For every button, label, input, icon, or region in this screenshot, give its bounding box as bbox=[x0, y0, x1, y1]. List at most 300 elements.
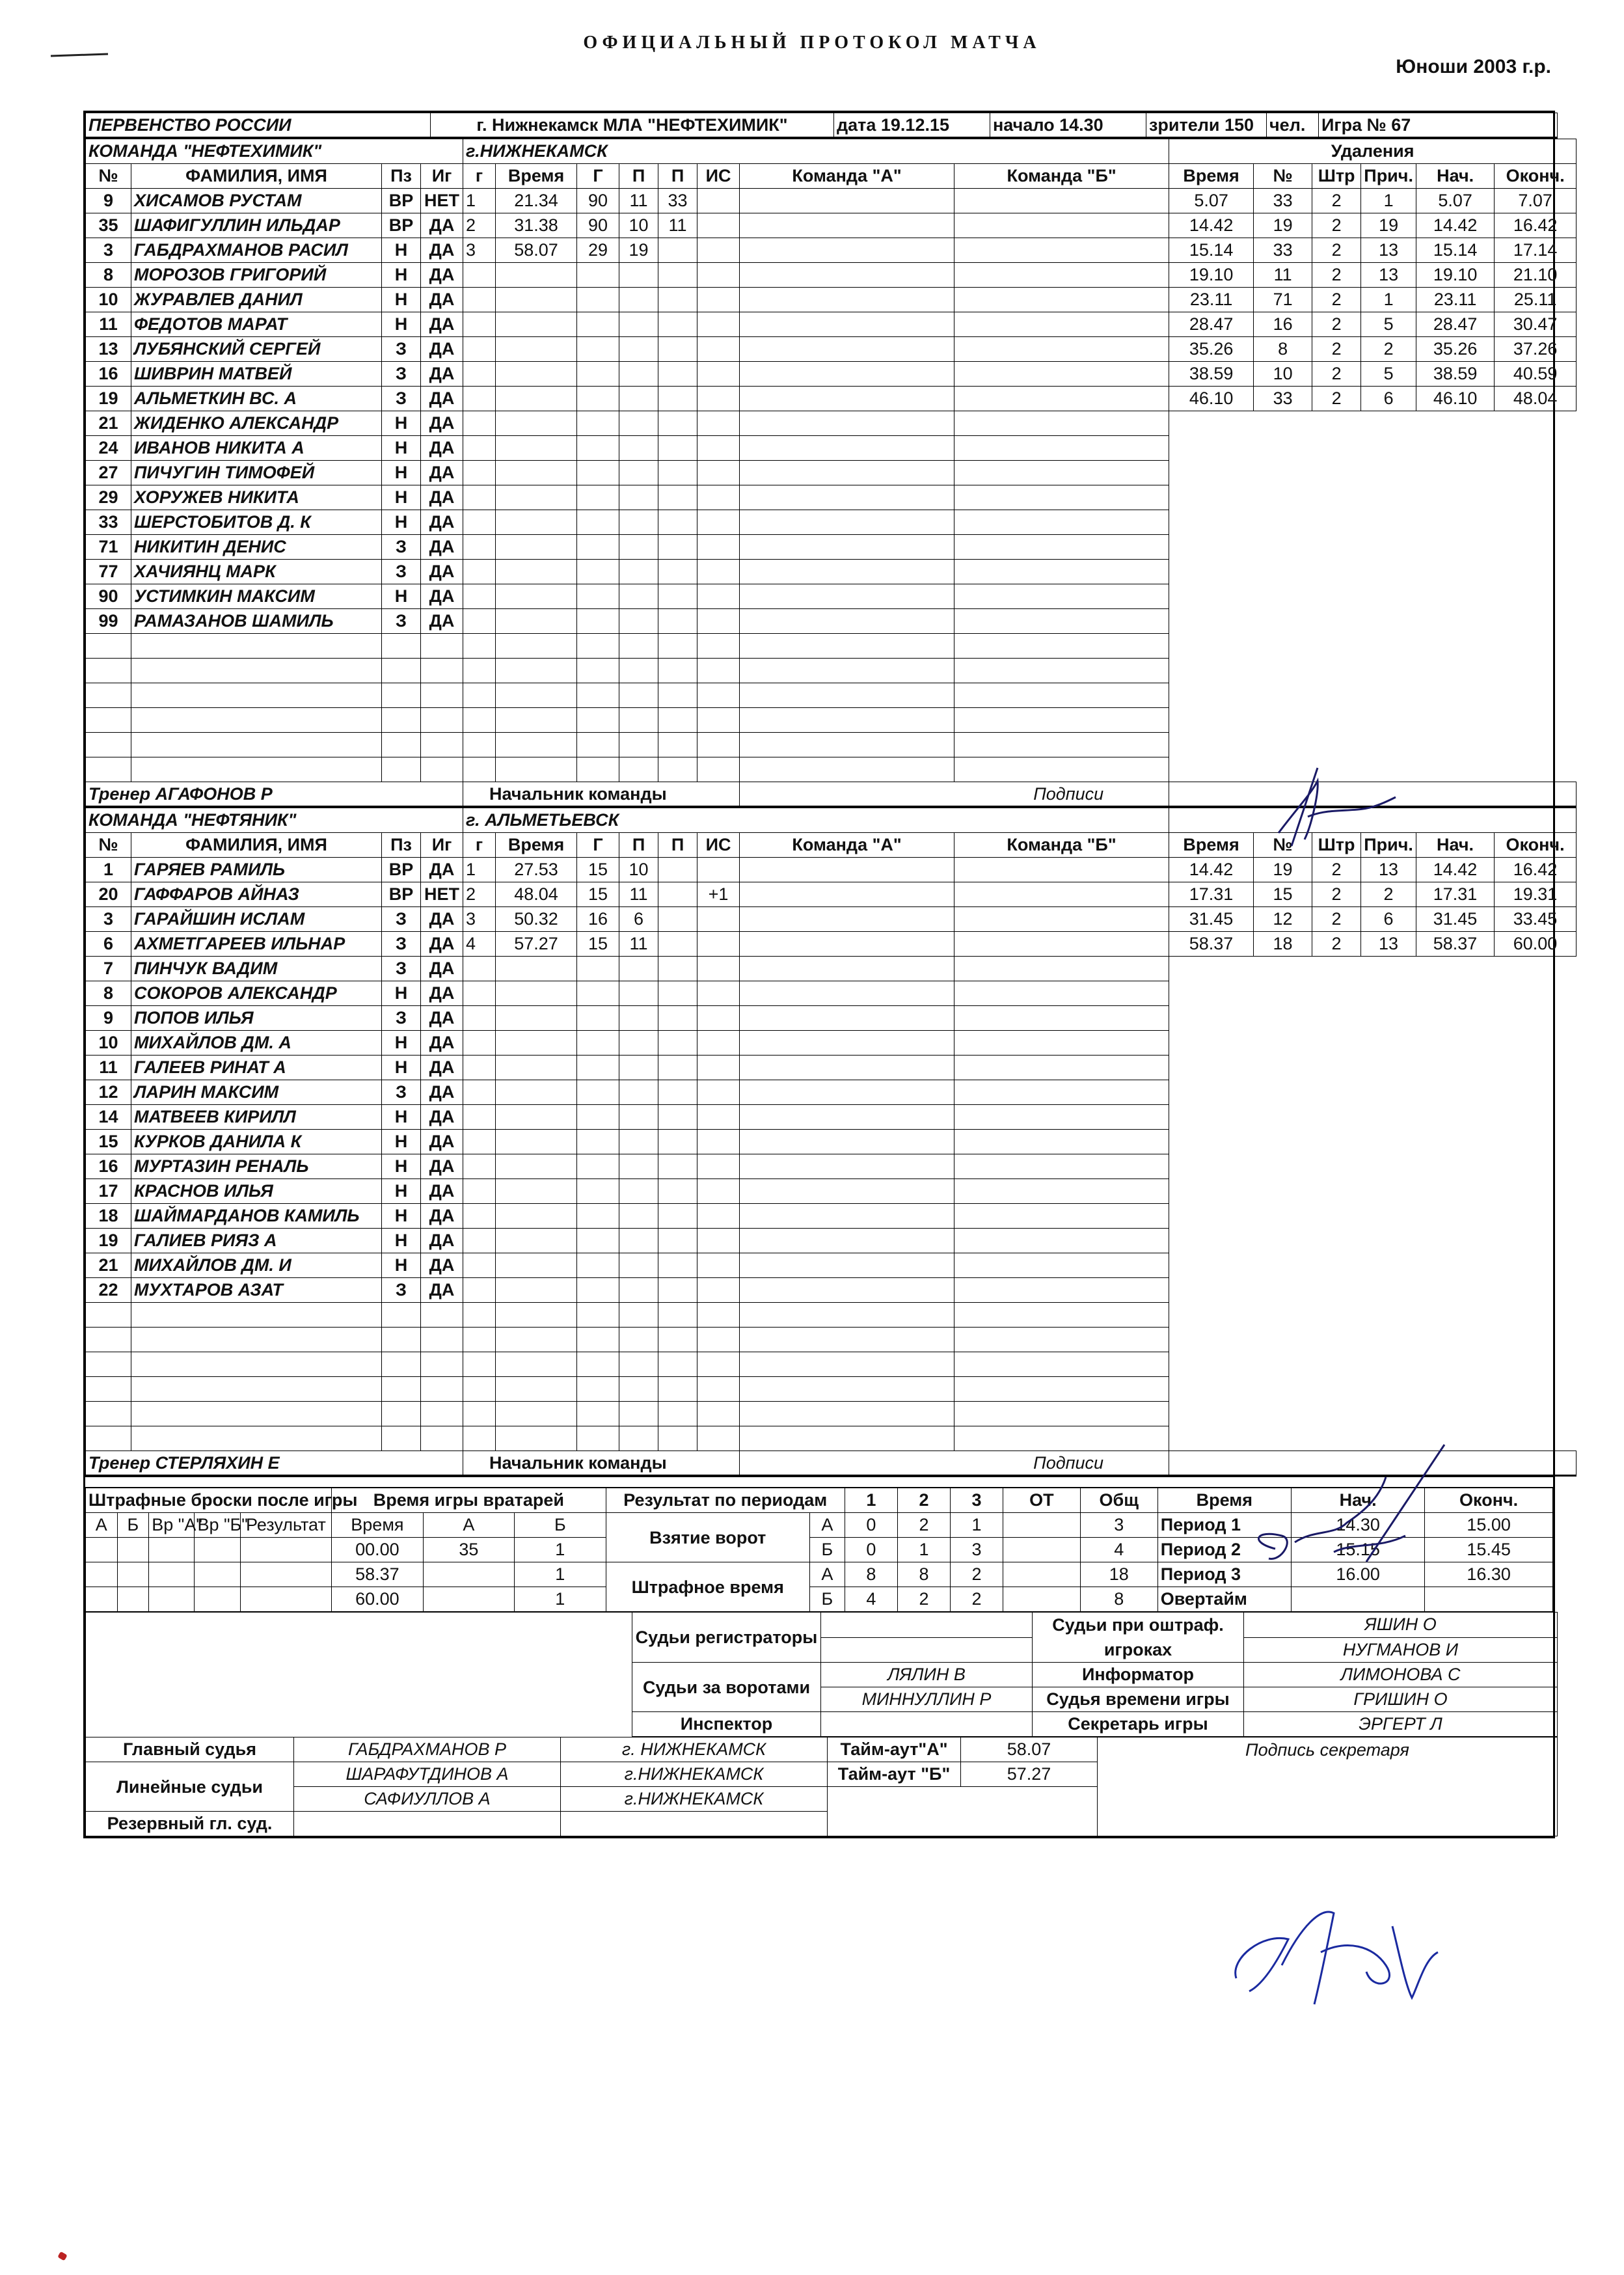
col-g: г bbox=[463, 833, 496, 858]
team-a-goal-cell bbox=[740, 1154, 954, 1179]
goal-p1 bbox=[619, 659, 658, 683]
penalty-box-label: Судьи при оштраф. игроках bbox=[1033, 1613, 1244, 1663]
goal-p1: 11 bbox=[619, 932, 658, 957]
penalty-end bbox=[1495, 1278, 1577, 1303]
penalty-start bbox=[1416, 609, 1495, 634]
goal-p2 bbox=[658, 932, 697, 957]
goal-time: 48.04 bbox=[496, 882, 577, 907]
team-b-goal-cell bbox=[954, 634, 1169, 659]
penalty-min bbox=[1312, 1328, 1361, 1352]
penalty-time bbox=[1169, 609, 1254, 634]
penalty-min: 2 bbox=[1312, 882, 1361, 907]
player-position: Н bbox=[382, 312, 421, 337]
goal-p2 bbox=[658, 858, 697, 882]
penalty-end bbox=[1495, 560, 1577, 584]
penalty-time: 17.31 bbox=[1169, 882, 1254, 907]
col-IS: ИС bbox=[697, 833, 740, 858]
team-b-goal-cell bbox=[954, 1426, 1169, 1451]
goal-p2 bbox=[658, 1278, 697, 1303]
player-position: З bbox=[382, 362, 421, 387]
player-number bbox=[86, 708, 131, 733]
inspector-label: Инспектор bbox=[632, 1712, 821, 1737]
match-header bbox=[85, 113, 1558, 139]
goal-g bbox=[577, 1006, 619, 1031]
player-name: АЛЬМЕТКИН ВС. А bbox=[131, 387, 382, 411]
penalty-num bbox=[1254, 461, 1312, 485]
col-team-b: Команда "Б" bbox=[954, 833, 1169, 858]
team-b-goal-cell bbox=[954, 932, 1169, 957]
goal-is bbox=[697, 932, 740, 957]
goal-p2 bbox=[658, 584, 697, 609]
penalty-min: 2 bbox=[1312, 238, 1361, 263]
penalty-reason: 13 bbox=[1361, 932, 1416, 957]
penalty-num bbox=[1254, 708, 1312, 733]
goal-p2 bbox=[658, 1229, 697, 1253]
goal-time bbox=[496, 981, 577, 1006]
player-position bbox=[382, 1426, 421, 1451]
player-name: МОРОЗОВ ГРИГОРИЙ bbox=[131, 263, 382, 288]
goal-time bbox=[496, 634, 577, 659]
player-number: 29 bbox=[86, 485, 131, 510]
penalty-start bbox=[1416, 1130, 1495, 1154]
pen-scratch bbox=[51, 52, 109, 59]
informer-label: Информатор bbox=[1033, 1663, 1244, 1687]
player-position bbox=[382, 1303, 421, 1328]
penalty-end bbox=[1495, 757, 1577, 782]
penalty-min bbox=[1312, 1006, 1361, 1031]
goals-label: Взятие ворот bbox=[606, 1513, 809, 1562]
goal-p1 bbox=[619, 1056, 658, 1080]
penalty-start bbox=[1416, 1105, 1495, 1130]
player-name: АХМЕТГАРЕЕВ ИЛЬНАР bbox=[131, 932, 382, 957]
penalty-num bbox=[1254, 1303, 1312, 1328]
goal-p2 bbox=[658, 1426, 697, 1451]
team-a-goal-cell bbox=[740, 757, 954, 782]
penalties-title-blank bbox=[1169, 808, 1577, 833]
penalty-start: 5.07 bbox=[1416, 189, 1495, 213]
penalty-min bbox=[1312, 1229, 1361, 1253]
penalty-time bbox=[1169, 1426, 1254, 1451]
player-name: МИХАЙЛОВ ДМ. А bbox=[131, 1031, 382, 1056]
penalty-end bbox=[1495, 1328, 1577, 1352]
penalty-time bbox=[1169, 981, 1254, 1006]
player-position: З bbox=[382, 957, 421, 981]
goal-is bbox=[697, 858, 740, 882]
goal-is bbox=[697, 1377, 740, 1402]
penalty-min: 2 bbox=[1312, 263, 1361, 288]
penalty-time: 46.10 bbox=[1169, 387, 1254, 411]
team-b-goal-cell bbox=[954, 584, 1169, 609]
player-name: УСТИМКИН МАКСИМ bbox=[131, 584, 382, 609]
player-plays: ДА bbox=[421, 907, 463, 932]
penalty-start bbox=[1416, 535, 1495, 560]
player-name: ПИЧУГИН ТИМОФЕЙ bbox=[131, 461, 382, 485]
player-name bbox=[131, 1352, 382, 1377]
team-a-goal-cell bbox=[740, 1031, 954, 1056]
penalty-start bbox=[1416, 659, 1495, 683]
penalty-start: 28.47 bbox=[1416, 312, 1495, 337]
goal-p2 bbox=[658, 263, 697, 288]
penalty-start bbox=[1416, 461, 1495, 485]
goal-g bbox=[577, 1278, 619, 1303]
player-name: ГАФФАРОВ АЙНАЗ bbox=[131, 882, 382, 907]
goal-p2: 33 bbox=[658, 189, 697, 213]
goal-g bbox=[463, 981, 496, 1006]
goal-p1 bbox=[619, 411, 658, 436]
player-name: ШИВРИН МАТВЕЙ bbox=[131, 362, 382, 387]
penalty-reason bbox=[1361, 683, 1416, 708]
goal-g bbox=[463, 312, 496, 337]
penalty-reason bbox=[1361, 560, 1416, 584]
goal-p1 bbox=[619, 1278, 658, 1303]
penalty-start: 15.14 bbox=[1416, 238, 1495, 263]
goal-is bbox=[697, 757, 740, 782]
goal-p2 bbox=[658, 1303, 697, 1328]
penalty-start bbox=[1416, 708, 1495, 733]
ink-mark bbox=[57, 2252, 67, 2261]
col-pen-start: Нач. bbox=[1416, 833, 1495, 858]
player-name: РАМАЗАНОВ ШАМИЛЬ bbox=[131, 609, 382, 634]
penalty-reason bbox=[1361, 957, 1416, 981]
penalty-reason bbox=[1361, 708, 1416, 733]
penalty-num bbox=[1254, 560, 1312, 584]
goal-time: 21.34 bbox=[496, 189, 577, 213]
goal-g bbox=[463, 733, 496, 757]
player-name bbox=[131, 634, 382, 659]
goal-p2 bbox=[658, 411, 697, 436]
penalty-min bbox=[1312, 957, 1361, 981]
player-name: ПОПОВ ИЛЬЯ bbox=[131, 1006, 382, 1031]
player-number: 16 bbox=[86, 362, 131, 387]
player-plays bbox=[421, 708, 463, 733]
penalty-num bbox=[1254, 1105, 1312, 1130]
player-plays: ДА bbox=[421, 584, 463, 609]
signature-area bbox=[1169, 1451, 1577, 1476]
penalty-reason bbox=[1361, 461, 1416, 485]
goal-g bbox=[463, 1204, 496, 1229]
penalty-num bbox=[1254, 1031, 1312, 1056]
signatures-label: Подписи bbox=[740, 1451, 1169, 1476]
secretary-sign-label: Подпись секретаря bbox=[1098, 1737, 1558, 1836]
penalty-start bbox=[1416, 683, 1495, 708]
player-plays: ДА bbox=[421, 858, 463, 882]
penalty-reason bbox=[1361, 609, 1416, 634]
penalty-num: 19 bbox=[1254, 858, 1312, 882]
goal-p2 bbox=[658, 510, 697, 535]
team-a-goal-cell bbox=[740, 609, 954, 634]
penalty-num bbox=[1254, 609, 1312, 634]
player-position bbox=[382, 733, 421, 757]
player-number: 13 bbox=[86, 337, 131, 362]
player-plays: НЕТ bbox=[421, 882, 463, 907]
col-plays: Иг bbox=[421, 833, 463, 858]
goal-p1 bbox=[619, 1031, 658, 1056]
goal-g bbox=[463, 461, 496, 485]
goal-g bbox=[463, 1080, 496, 1105]
goal-g bbox=[463, 1006, 496, 1031]
team-a-goal-cell bbox=[740, 485, 954, 510]
penalty-min bbox=[1312, 757, 1361, 782]
penalty-num bbox=[1254, 1229, 1312, 1253]
team-a-goal-cell bbox=[740, 1204, 954, 1229]
team-b-goal-cell bbox=[954, 659, 1169, 683]
team-b-goal-cell bbox=[954, 1253, 1169, 1278]
venue: г. Нижнекамск МЛА "НЕФТЕХИМИК" bbox=[431, 113, 834, 138]
penalty-time bbox=[1169, 1080, 1254, 1105]
penalty-start bbox=[1416, 1352, 1495, 1377]
penalty-reason bbox=[1361, 1253, 1416, 1278]
goals-b-team: Б bbox=[809, 1538, 845, 1562]
penalty-start bbox=[1416, 1278, 1495, 1303]
penalty-start bbox=[1416, 757, 1495, 782]
goal-time bbox=[496, 1278, 577, 1303]
penalty-num: 33 bbox=[1254, 238, 1312, 263]
player-position bbox=[382, 708, 421, 733]
pim-b-total: 8 bbox=[1080, 1587, 1157, 1612]
penalty-start bbox=[1416, 1253, 1495, 1278]
penalty-time bbox=[1169, 1130, 1254, 1154]
goal-p2 bbox=[658, 907, 697, 932]
goal-g bbox=[577, 659, 619, 683]
penalty-end bbox=[1495, 1154, 1577, 1179]
gk-time: 60.00 bbox=[332, 1587, 423, 1612]
penalty-reason bbox=[1361, 1328, 1416, 1352]
team-a-goal-cell bbox=[740, 1229, 954, 1253]
goal-time: 57.27 bbox=[496, 932, 577, 957]
penalty-min bbox=[1312, 1377, 1361, 1402]
goal-p1 bbox=[619, 263, 658, 288]
pim-a-team: А bbox=[809, 1562, 845, 1587]
player-position bbox=[382, 1328, 421, 1352]
goal-g: 29 bbox=[577, 238, 619, 263]
team-a-goal-cell bbox=[740, 981, 954, 1006]
goal-is bbox=[697, 1006, 740, 1031]
player-number: 99 bbox=[86, 609, 131, 634]
team-a-goal-cell bbox=[740, 1179, 954, 1204]
penalty-num bbox=[1254, 981, 1312, 1006]
goal-is bbox=[697, 411, 740, 436]
match-start: начало 14.30 bbox=[990, 113, 1146, 138]
goal-time bbox=[496, 708, 577, 733]
goal-g bbox=[463, 263, 496, 288]
team-city: г.НИЖНЕКАМСК bbox=[463, 139, 1169, 164]
time-title: Время bbox=[1157, 1488, 1291, 1513]
penalty-min: 2 bbox=[1312, 337, 1361, 362]
time-col-end: Оконч. bbox=[1425, 1488, 1553, 1513]
penalty-reason: 13 bbox=[1361, 858, 1416, 882]
pim-a-p3: 2 bbox=[950, 1562, 1003, 1587]
player-position: З bbox=[382, 1278, 421, 1303]
team-a-goal-cell bbox=[740, 733, 954, 757]
goal-p2 bbox=[658, 882, 697, 907]
goal-p1 bbox=[619, 1105, 658, 1130]
shootout-col: Б bbox=[117, 1513, 149, 1538]
player-name: ЛАРИН МАКСИМ bbox=[131, 1080, 382, 1105]
penalty-reason bbox=[1361, 1303, 1416, 1328]
penalty-min bbox=[1312, 584, 1361, 609]
goal-is bbox=[697, 907, 740, 932]
shootout-col: Результат bbox=[240, 1513, 332, 1538]
player-name: МИХАЙЛОВ ДМ. И bbox=[131, 1253, 382, 1278]
penalty-reason bbox=[1361, 1179, 1416, 1204]
goal-time bbox=[496, 312, 577, 337]
pim-b-ot bbox=[1003, 1587, 1081, 1612]
team-a-goal-cell bbox=[740, 560, 954, 584]
player-name: ИВАНОВ НИКИТА А bbox=[131, 436, 382, 461]
goal-is bbox=[697, 560, 740, 584]
team-a-goal-cell bbox=[740, 932, 954, 957]
player-number: 8 bbox=[86, 981, 131, 1006]
penalty-reason bbox=[1361, 1130, 1416, 1154]
officials-block bbox=[85, 1612, 1558, 1737]
period-2-start: 15.15 bbox=[1291, 1538, 1424, 1562]
penalty-time: 58.37 bbox=[1169, 932, 1254, 957]
team-a-goal-cell bbox=[740, 708, 954, 733]
penalties-title: Удаления bbox=[1169, 139, 1577, 164]
period-1-start: 14.30 bbox=[1291, 1513, 1424, 1538]
referee-label: Главный судья bbox=[86, 1737, 294, 1762]
penalty-end: 7.07 bbox=[1495, 189, 1577, 213]
player-plays bbox=[421, 757, 463, 782]
player-position bbox=[382, 757, 421, 782]
player-plays: ДА bbox=[421, 957, 463, 981]
shootout-title: Штрафные броски после игры bbox=[86, 1488, 332, 1513]
coach: Тренер АГАФОНОВ Р bbox=[86, 782, 463, 807]
player-number: 71 bbox=[86, 535, 131, 560]
referee: ГАБДРАХМАНОВ Р bbox=[294, 1737, 561, 1762]
goal-g bbox=[577, 1377, 619, 1402]
penalty-time bbox=[1169, 560, 1254, 584]
team-b-goal-cell bbox=[954, 436, 1169, 461]
col-plays: Иг bbox=[421, 164, 463, 189]
goals-b-total: 4 bbox=[1080, 1538, 1157, 1562]
col-pen-end: Оконч. bbox=[1495, 164, 1577, 189]
team-chief-label: Начальник команды bbox=[463, 1451, 740, 1476]
penalty-end bbox=[1495, 411, 1577, 436]
player-plays: ДА bbox=[421, 461, 463, 485]
penalty-start bbox=[1416, 634, 1495, 659]
goal-p2 bbox=[658, 337, 697, 362]
penalty-num bbox=[1254, 1253, 1312, 1278]
penalty-min bbox=[1312, 485, 1361, 510]
penalty-num bbox=[1254, 1056, 1312, 1080]
gk-a: 35 bbox=[423, 1538, 514, 1562]
goal-g bbox=[577, 708, 619, 733]
goal-p2 bbox=[658, 1204, 697, 1229]
penalty-num bbox=[1254, 535, 1312, 560]
goal-judge-1: ЛЯЛИН В bbox=[821, 1663, 1033, 1687]
goal-is bbox=[697, 634, 740, 659]
penalty-min bbox=[1312, 1056, 1361, 1080]
penalty-end bbox=[1495, 461, 1577, 485]
penalty-reason bbox=[1361, 1402, 1416, 1426]
player-plays: ДА bbox=[421, 1154, 463, 1179]
goal-g bbox=[577, 312, 619, 337]
team-a-goal-cell bbox=[740, 535, 954, 560]
penalty-end bbox=[1495, 485, 1577, 510]
goal-g bbox=[577, 535, 619, 560]
player-number: 21 bbox=[86, 1253, 131, 1278]
penalty-start bbox=[1416, 411, 1495, 436]
player-plays: ДА bbox=[421, 387, 463, 411]
team-a-goal-cell bbox=[740, 288, 954, 312]
secretary-label: Секретарь игры bbox=[1033, 1712, 1244, 1737]
timeout-b-label: Тайм-аут "Б" bbox=[828, 1762, 961, 1787]
penalty-reason bbox=[1361, 981, 1416, 1006]
player-position: З bbox=[382, 337, 421, 362]
spectators-unit: чел. bbox=[1267, 113, 1319, 138]
col-G: Г bbox=[577, 833, 619, 858]
penalty-reason bbox=[1361, 535, 1416, 560]
player-plays: НЕТ bbox=[421, 189, 463, 213]
penalty-start: 38.59 bbox=[1416, 362, 1495, 387]
goal-g bbox=[463, 584, 496, 609]
signature-area bbox=[1169, 782, 1577, 807]
goal-time bbox=[496, 411, 577, 436]
penalty-time: 15.14 bbox=[1169, 238, 1254, 263]
goal-p2 bbox=[658, 683, 697, 708]
goal-p1 bbox=[619, 683, 658, 708]
player-position: Н bbox=[382, 411, 421, 436]
player-number bbox=[86, 1328, 131, 1352]
player-number: 9 bbox=[86, 189, 131, 213]
goal-judges-label: Судьи за воротами bbox=[632, 1663, 821, 1712]
team-a-goal-cell bbox=[740, 337, 954, 362]
player-name bbox=[131, 708, 382, 733]
penalty-num bbox=[1254, 485, 1312, 510]
penalty-start bbox=[1416, 436, 1495, 461]
goal-g bbox=[577, 263, 619, 288]
penalty-num: 71 bbox=[1254, 288, 1312, 312]
penalty-start: 17.31 bbox=[1416, 882, 1495, 907]
penalty-min: 2 bbox=[1312, 288, 1361, 312]
goal-g bbox=[463, 288, 496, 312]
penalty-start: 23.11 bbox=[1416, 288, 1495, 312]
goal-p1 bbox=[619, 708, 658, 733]
goal-p2: 11 bbox=[658, 213, 697, 238]
goal-g bbox=[463, 708, 496, 733]
team-b-goal-cell bbox=[954, 337, 1169, 362]
penalty-end bbox=[1495, 1080, 1577, 1105]
penalty-end: 60.00 bbox=[1495, 932, 1577, 957]
team-a-goal-cell bbox=[740, 957, 954, 981]
penalty-time bbox=[1169, 1031, 1254, 1056]
player-name: ЛУБЯНСКИЙ СЕРГЕЙ bbox=[131, 337, 382, 362]
team-a-goal-cell bbox=[740, 1278, 954, 1303]
goal-p2 bbox=[658, 1031, 697, 1056]
player-position: З bbox=[382, 560, 421, 584]
penalty-min bbox=[1312, 1352, 1361, 1377]
goal-g bbox=[577, 411, 619, 436]
goal-p1 bbox=[619, 1377, 658, 1402]
player-position: З bbox=[382, 907, 421, 932]
gk-b: 1 bbox=[515, 1587, 606, 1612]
penalty-start bbox=[1416, 1006, 1495, 1031]
goal-p2 bbox=[658, 1130, 697, 1154]
player-name: СОКОРОВ АЛЕКСАНДР bbox=[131, 981, 382, 1006]
penalty-num: 8 bbox=[1254, 337, 1312, 362]
competition: ПЕРВЕНСТВО РОССИИ bbox=[86, 113, 431, 138]
team-b-goal-cell bbox=[954, 362, 1169, 387]
player-position: Н bbox=[382, 981, 421, 1006]
penalty-reason bbox=[1361, 436, 1416, 461]
col-pos: Пз bbox=[382, 833, 421, 858]
penalty-start bbox=[1416, 485, 1495, 510]
time-col-start: Нач. bbox=[1291, 1488, 1424, 1513]
player-position bbox=[382, 659, 421, 683]
player-number: 7 bbox=[86, 957, 131, 981]
penalty-time: 14.42 bbox=[1169, 858, 1254, 882]
